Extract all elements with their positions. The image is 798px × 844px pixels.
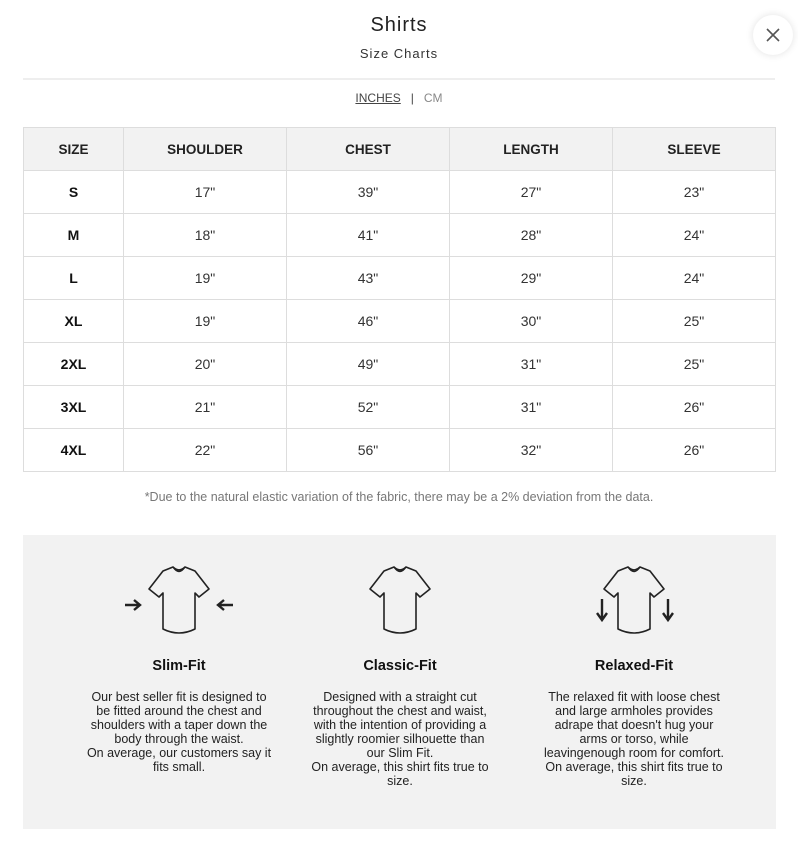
fit-card-slim-fit xyxy=(79,535,279,774)
measurement-cell: 41" xyxy=(287,214,450,257)
shirt-arrows-down-icon xyxy=(574,563,694,639)
fit-card-relaxed-fit xyxy=(534,535,734,788)
fit-card-classic-fit xyxy=(300,535,500,788)
measurement-cell: 46" xyxy=(287,300,450,343)
measurement-cell: 56" xyxy=(287,429,450,472)
column-header: SIZE xyxy=(24,128,124,171)
column-header: SHOULDER xyxy=(124,128,287,171)
fit-sizing-note: On average, this shirt fits true to size. xyxy=(545,760,723,788)
measurement-cell: 29" xyxy=(450,257,613,300)
unit-separator: | xyxy=(410,91,414,105)
measurement-cell: 28" xyxy=(450,214,613,257)
table-row xyxy=(24,300,776,343)
size-cell: XL xyxy=(24,300,124,343)
measurement-cell: 25" xyxy=(613,300,776,343)
close-button[interactable] xyxy=(753,15,793,55)
fit-description xyxy=(307,690,493,788)
shirt-icon xyxy=(340,563,460,639)
measurement-cell: 22" xyxy=(124,429,287,472)
measurement-cell: 52" xyxy=(287,386,450,429)
measurement-cell: 49" xyxy=(287,343,450,386)
fit-description-text: Designed with a straight cut throughout the chest and waist, with the intention of providing a slightly roomier silhouette than our Slim Fit. xyxy=(313,690,487,760)
deviation-note: *Due to the natural elastic variation of the fabric, there may be a 2% deviation from the data. xyxy=(144,490,654,504)
fit-sizing-note: On average, this shirt fits true to size. xyxy=(311,760,489,788)
size-cell: L xyxy=(24,257,124,300)
table-header-row xyxy=(24,128,776,171)
measurement-cell: 31" xyxy=(450,386,613,429)
measurement-cell: 30" xyxy=(450,300,613,343)
measurement-cell: 32" xyxy=(450,429,613,472)
size-cell: 3XL xyxy=(24,386,124,429)
size-cell: M xyxy=(24,214,124,257)
fit-description-text: The relaxed fit with loose chest and large armholes provides adrape that doesn't hug your arms or torso, while leavingenough room for comfort. xyxy=(544,690,724,760)
shirt-arrows-inward-icon xyxy=(119,563,239,639)
close-icon xyxy=(765,27,781,43)
measurement-cell: 24" xyxy=(613,214,776,257)
arrow-down-icon xyxy=(597,599,607,620)
arrow-down-icon xyxy=(663,599,673,620)
unit-toggle xyxy=(0,91,798,105)
arrow-left-icon xyxy=(218,600,233,610)
measurement-cell: 19" xyxy=(124,300,287,343)
measurement-cell: 43" xyxy=(287,257,450,300)
column-header: SLEEVE xyxy=(613,128,776,171)
measurement-cell: 39" xyxy=(287,171,450,214)
measurement-cell: 25" xyxy=(613,343,776,386)
fit-description xyxy=(541,690,727,788)
fit-title: Relaxed-Fit xyxy=(594,658,674,674)
table-row xyxy=(24,257,776,300)
size-cell: S xyxy=(24,171,124,214)
table-row xyxy=(24,171,776,214)
size-cell: 2XL xyxy=(24,343,124,386)
fit-types-panel xyxy=(23,535,776,829)
column-header: LENGTH xyxy=(450,128,613,171)
measurement-cell: 31" xyxy=(450,343,613,386)
table-row xyxy=(24,214,776,257)
measurement-cell: 17" xyxy=(124,171,287,214)
table-row xyxy=(24,343,776,386)
measurement-cell: 27" xyxy=(450,171,613,214)
fit-description xyxy=(86,690,272,774)
measurement-cell: 19" xyxy=(124,257,287,300)
column-header: CHEST xyxy=(287,128,450,171)
fit-description-text: Our best seller fit is designed to be fitted around the chest and shoulders with a taper down the body through the waist. xyxy=(90,690,268,746)
measurement-cell: 20" xyxy=(124,343,287,386)
measurement-cell: 18" xyxy=(124,214,287,257)
fit-title: Slim-Fit xyxy=(152,658,206,674)
measurement-cell: 23" xyxy=(613,171,776,214)
size-cell: 4XL xyxy=(24,429,124,472)
arrow-right-icon xyxy=(125,600,140,610)
measurement-cell: 26" xyxy=(613,386,776,429)
fit-sizing-note: On average, our customers say it fits small. xyxy=(86,746,272,774)
size-table xyxy=(23,127,776,472)
table-row xyxy=(24,429,776,472)
fit-title: Classic-Fit xyxy=(363,658,437,674)
measurement-cell: 26" xyxy=(613,429,776,472)
page-title: Shirts xyxy=(370,14,428,36)
measurement-cell: 24" xyxy=(613,257,776,300)
unit-inches-tab[interactable]: INCHES xyxy=(355,91,401,105)
measurement-cell: 21" xyxy=(124,386,287,429)
unit-cm-tab[interactable]: CM xyxy=(423,91,443,105)
header-divider xyxy=(23,78,775,80)
table-row xyxy=(24,386,776,429)
page-subtitle: Size Charts xyxy=(359,46,439,61)
